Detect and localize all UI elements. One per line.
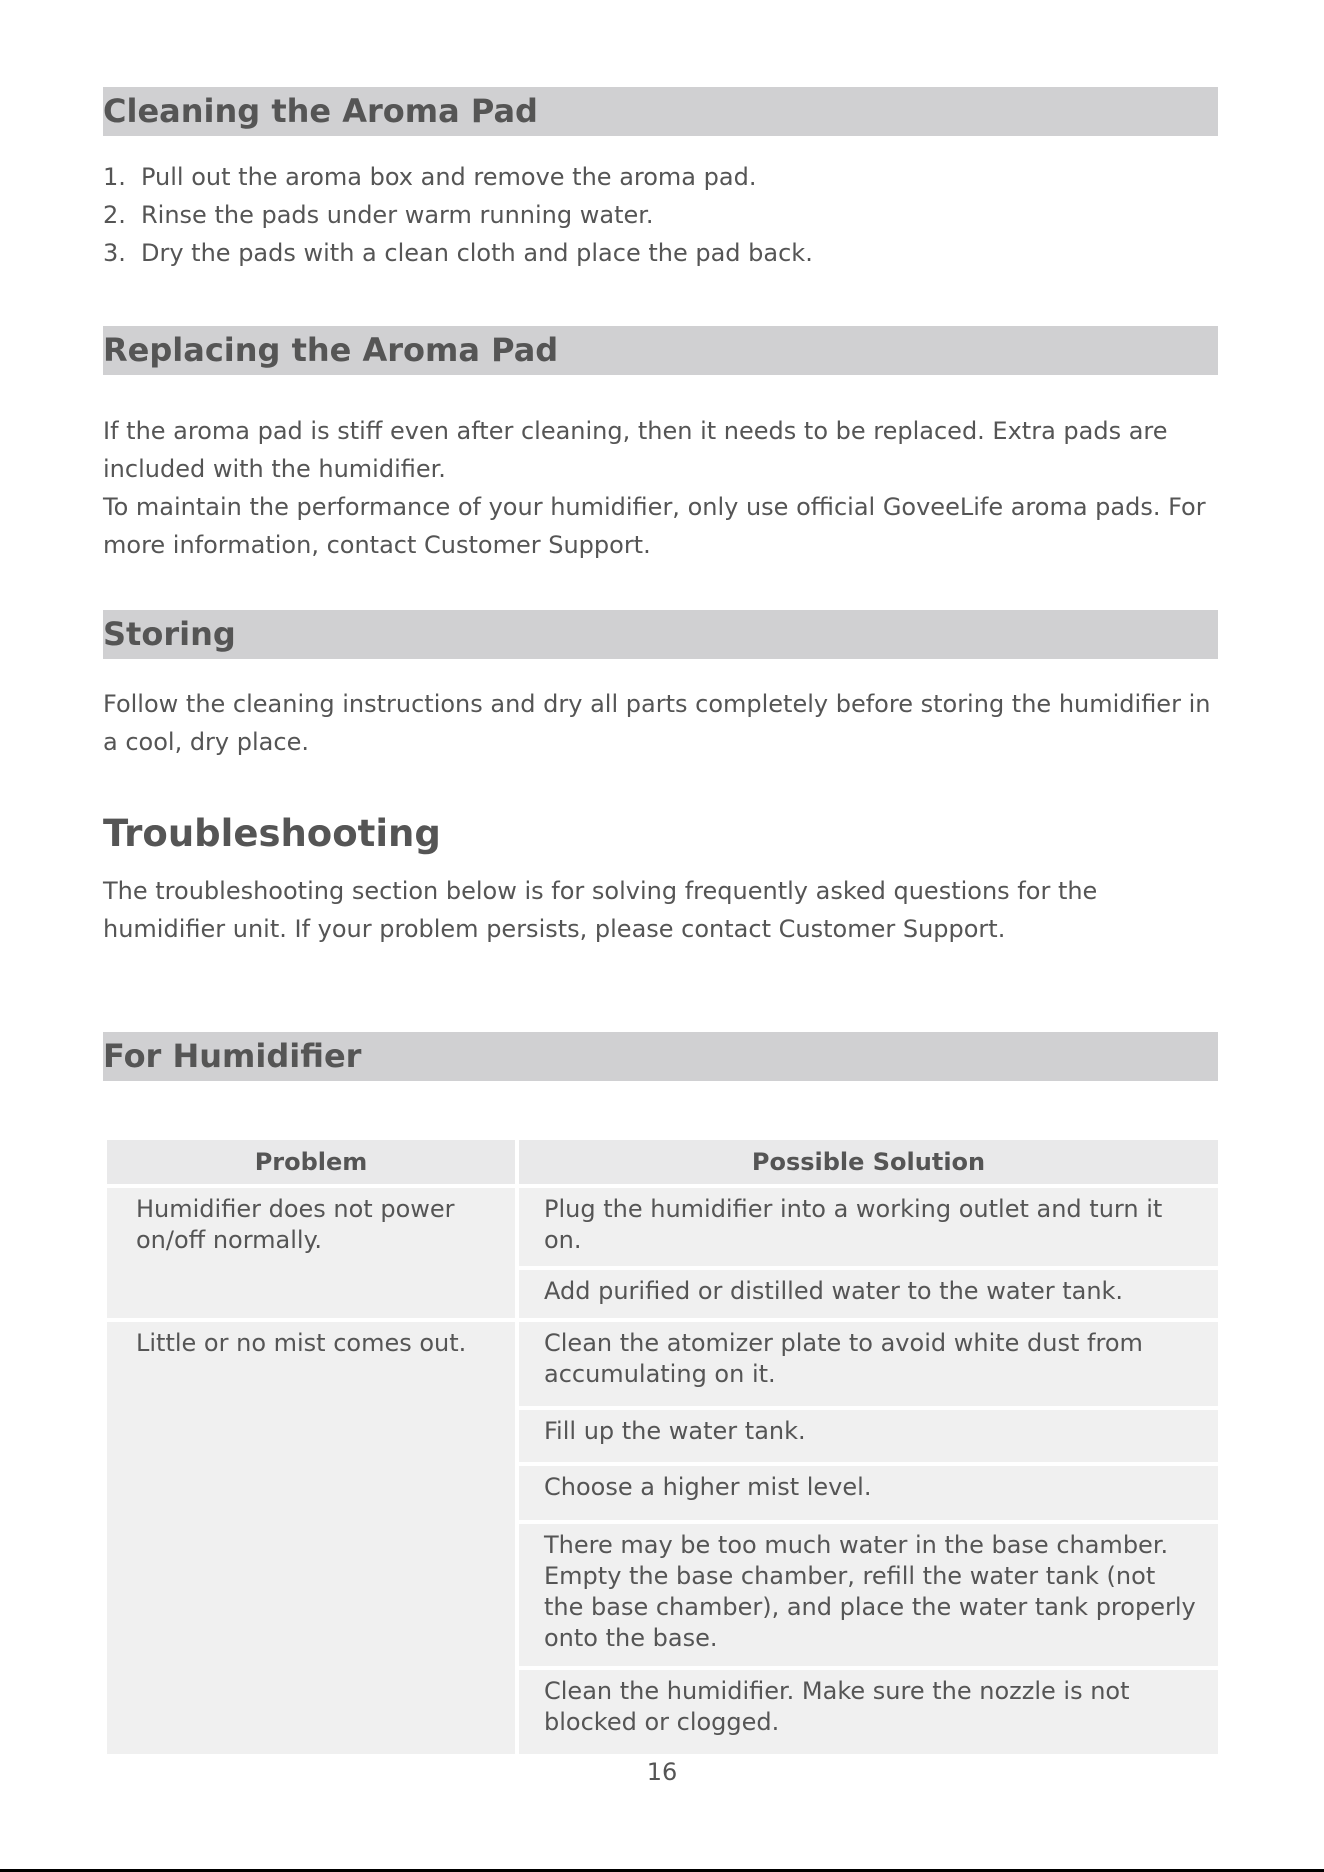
problem-column-header: Problem	[105, 1138, 517, 1186]
table-header-row	[105, 1138, 1220, 1186]
section-heading-cleaning: Cleaning the Aroma Pad	[103, 87, 1218, 136]
solution-cell: Choose a higher mist level.	[517, 1464, 1220, 1522]
replacing-paragraph-2: To maintain the performance of your humidifier, only use official GoveeLife aroma pads. For more information, contact Customer Support.	[103, 493, 1206, 559]
replacing-paragraph-1: If the aroma pad is stiff even after cleaning, then it needs to be replaced. Extra pads are included with the humidifier.	[103, 417, 1168, 483]
list-item: 3. Dry the pads with a clean cloth and place the pad back.	[103, 239, 813, 267]
list-item: 1. Pull out the aroma box and remove the aroma pad.	[103, 163, 757, 191]
storing-paragraph: Follow the cleaning instructions and dry all parts completely before storing the humidifier in a cool, dry place.	[103, 690, 1211, 756]
solution-cell: Plug the humidifier into a working outlet and turn it on.	[517, 1186, 1220, 1268]
solution-cell: Clean the humidifier. Make sure the nozzle is not blocked or clogged.	[517, 1668, 1220, 1756]
solution-column-header: Possible Solution	[517, 1138, 1220, 1186]
solution-cell: There may be too much water in the base chamber. Empty the base chamber, refill the water tank (not the base chamber), and place the water tank properly onto the base.	[517, 1522, 1220, 1668]
page-number: 16	[646, 1758, 678, 1786]
troubleshooting-paragraph: The troubleshooting section below is for solving frequently asked questions for the humidifier unit. If your problem persists, please contact Customer Support.	[103, 877, 1098, 943]
problem-cell: Humidifier does not power on/off normally.	[105, 1186, 517, 1320]
table-row	[105, 1320, 1220, 1408]
table-row	[105, 1186, 1220, 1268]
troubleshooting-heading: Troubleshooting	[103, 812, 441, 855]
section-heading-storing: Storing	[103, 610, 1218, 659]
problem-cell: Little or no mist comes out.	[105, 1320, 517, 1756]
solution-cell: Add purified or distilled water to the water tank.	[517, 1268, 1220, 1320]
list-item: 2. Rinse the pads under warm running water.	[103, 201, 654, 229]
cleaning-steps-list	[103, 158, 813, 272]
troubleshooting-table	[103, 1136, 1222, 1758]
solution-cell: Fill up the water tank.	[517, 1408, 1220, 1464]
solution-cell: Clean the atomizer plate to avoid white dust from accumulating on it.	[517, 1320, 1220, 1408]
section-heading-for-humidifier: For Humidifier	[103, 1032, 1218, 1081]
section-heading-replacing: Replacing the Aroma Pad	[103, 326, 1218, 375]
